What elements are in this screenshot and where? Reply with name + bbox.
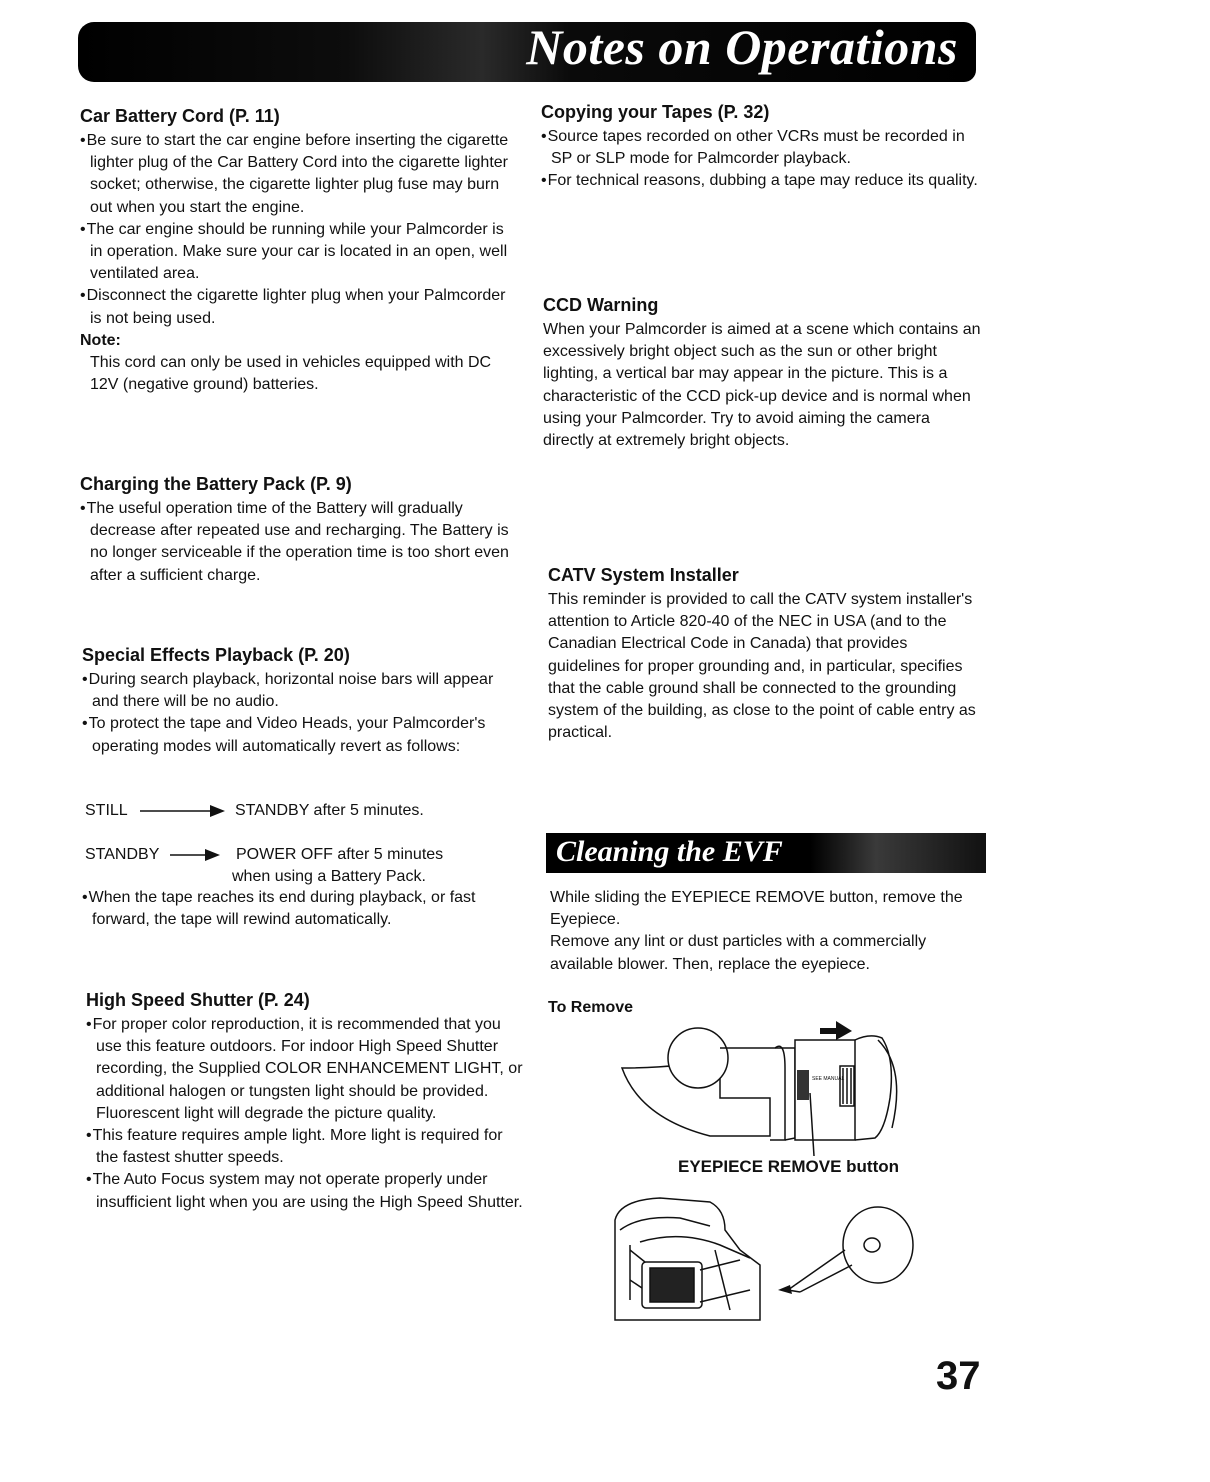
bullet-item: • The Auto Focus system may not operate properly under insufficient light when you are using the High Speed Shutter. (86, 1169, 526, 1213)
bullet-item: • For technical reasons, dubbing a tape may reduce its quality. (541, 170, 981, 192)
bullet-item: • During search playback, horizontal noise bars will appear and there will be no audio. (82, 669, 522, 713)
paragraph: Remove any lint or dust particles with a commercially available blower. Then, replace the eyepiece. (550, 933, 927, 973)
section-special-effects-continued (82, 887, 522, 931)
eyepiece-remove-illustration (620, 1018, 920, 1158)
section-copying-tapes (541, 102, 981, 193)
bullet-item: • Source tapes recorded on other VCRs must be recorded in SP or SLP mode for Palmcorder playback. (541, 126, 981, 170)
section-heading: Copying your Tapes (P. 32) (541, 102, 770, 122)
section-heading: Charging the Battery Pack (P. 9) (80, 474, 352, 494)
section-car-battery-cord (80, 106, 520, 396)
revert-to: STANDBY after 5 minutes. (235, 802, 424, 819)
header-banner (78, 19, 976, 82)
arrow-right-icon (820, 1021, 852, 1040)
section-cleaning-evf (550, 887, 985, 976)
to-remove-label: To Remove (548, 999, 634, 1016)
bullet-item: • The useful operation time of the Battery will gradually decrease after repeated use and recharging. The Battery is no longer serviceable if the operation time is too short even after a sufficient charge. (80, 498, 520, 587)
arrow-right-icon (140, 804, 225, 818)
page-number: 37 (936, 1354, 981, 1398)
revert-to-continued: when using a Battery Pack. (232, 868, 426, 885)
section-high-speed-shutter (86, 990, 526, 1214)
section-heading: CATV System Installer (548, 565, 739, 585)
blower-tip-icon (778, 1285, 792, 1294)
note-text: This cord can only be used in vehicles equipped with DC 12V (negative ground) batteries. (90, 353, 492, 394)
bullet-item: • When the tape reaches its end during playback, or fast forward, the tape will rewind automatically. (82, 887, 522, 931)
paragraph: This reminder is provided to call the CATV system installer's attention to Article 820-40 of the NEC in USA (and to the Canadian Electrical Code in Canada) that provides guidelines for proper grounding and, in particular, specifies that the cable ground shall be connected to the grounding system of the building, as close to the point of cable entry as practical. (548, 591, 976, 742)
page-title: Notes on Operations (526, 19, 958, 75)
arrow-right-icon (170, 848, 220, 862)
revert-row-still (85, 800, 424, 822)
section-heading: CCD Warning (543, 295, 659, 315)
bullet-item: • Disconnect the cigarette lighter plug when your Palmcorder is not being used. (80, 285, 520, 329)
revert-from: STILL (85, 802, 128, 819)
revert-to: POWER OFF after 5 minutes (236, 846, 444, 863)
bullet-item: • This feature requires ample light. More light is required for the fastest shutter speeds. (86, 1125, 526, 1169)
section-charging-battery-pack (80, 474, 520, 587)
section-ccd-warning (543, 295, 983, 452)
bullet-item: • To protect the tape and Video Heads, your Palmcorder's operating modes will automatically revert as follows: (82, 713, 522, 757)
see-manual-text: SEE MANUAL (812, 1076, 845, 1082)
bullet-item: • The car engine should be running while your Palmcorder is in operation. Make sure your car is located in an open, well ventilated area. (80, 219, 520, 286)
paragraph: When your Palmcorder is aimed at a scene which contains an excessively bright object such as the sun or other bright lighting, a vertical bar may appear in the picture. This is a characteristic of the CCD pick-up device and is normal when using your Palmcorder. Try to avoid aiming the camera directly at extremely bright objects. (543, 321, 981, 450)
eyepiece-remove-button-label: EYEPIECE REMOVE button (678, 1157, 900, 1176)
bullet-item: • Be sure to start the car engine before inserting the cigarette lighter plug of the Car Battery Cord into the cigarette lighter socket; otherwise, the cigarette lighter plug fuse may burn out when you start the engine. (80, 130, 520, 219)
camera-blower-illustration (600, 1190, 920, 1325)
bullet-item: • For proper color reproduction, it is recommended that you use this feature outdoors. For indoor High Speed Shutter recording, the Supplied COLOR ENHANCEMENT LIGHT, or additional halogen or tungsten light should be provided. Fluorescent light will degrade the picture quality. (86, 1014, 526, 1125)
section-catv-installer (548, 565, 983, 744)
section-heading: High Speed Shutter (P. 24) (86, 990, 310, 1010)
section-heading: Car Battery Cord (P. 11) (80, 106, 280, 126)
evf-banner (546, 833, 986, 873)
section-heading: Special Effects Playback (P. 20) (82, 645, 350, 665)
section-special-effects-playback (82, 645, 522, 758)
paragraph: While sliding the EYEPIECE REMOVE button, remove the Eyepiece. (550, 889, 963, 929)
evf-title: Cleaning the EVF (556, 835, 783, 868)
revert-row-standby (85, 844, 443, 866)
revert-from: STANDBY (85, 846, 160, 863)
note-label: Note: (80, 331, 121, 349)
